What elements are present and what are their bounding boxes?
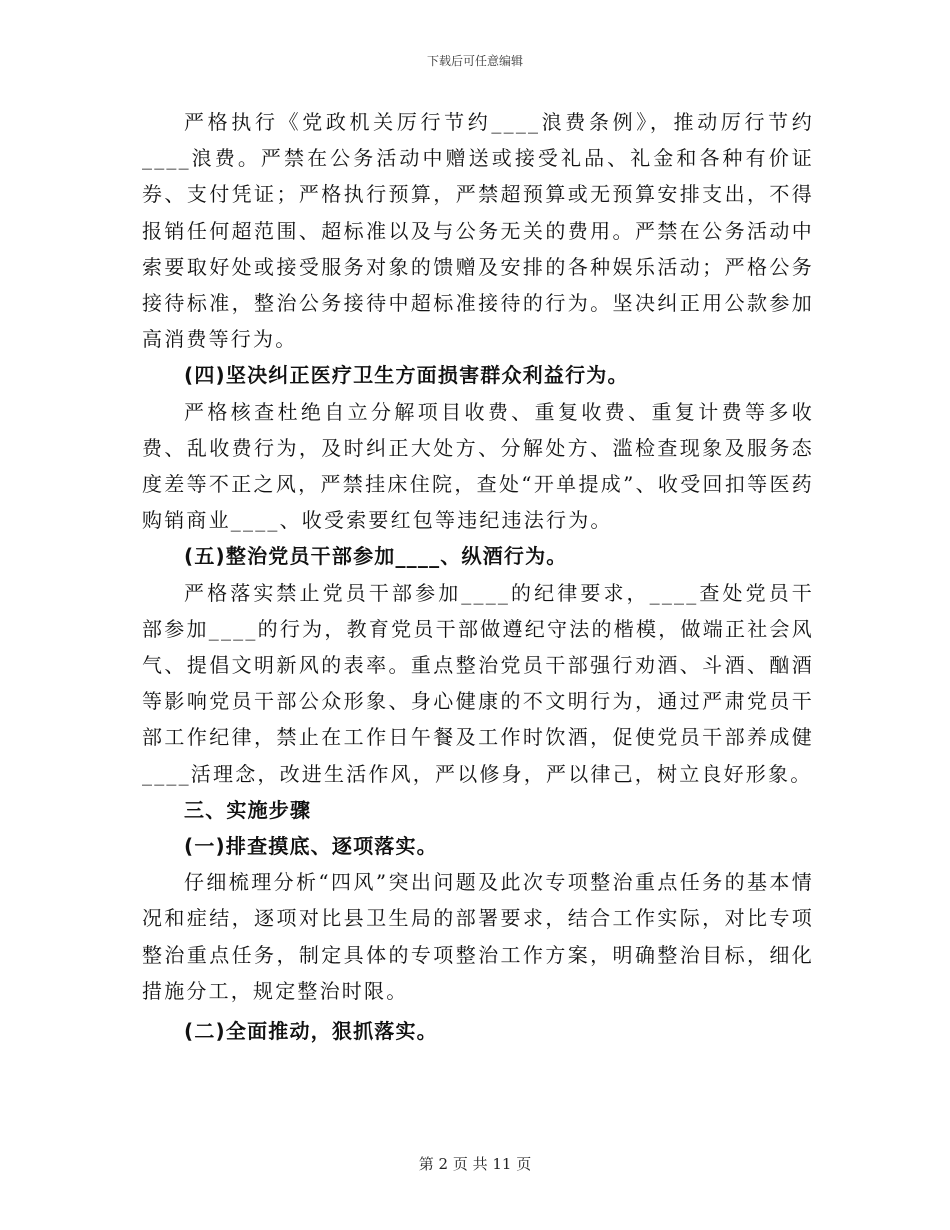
page-number-footer: 第 2 页 共 11 页 xyxy=(418,1155,532,1173)
step-heading-2: (二)全面推动，狠抓落实。 xyxy=(184,1019,438,1044)
section-heading-5: (五)整治党员干部参加____、纵酒行为。 xyxy=(184,544,568,569)
document-body xyxy=(142,104,814,1049)
paragraph-frugality: 严格执行《党政机关厉行节约____浪费条例》，推动厉行节约____浪费。严禁在公务活动中赠送或接受礼品、礼金和各种有价证券、支付凭证；严格执行预算，严禁超预算或无预算安排支出，不得报销任何超范围、超标准以及与公务无关的费用。严禁在公务活动中索要取好处或接受服务对象的馈赠及安排的各种娱乐活动；严格公务接待标准，整治公务接待中超标准接待的行为。坚决纠正用公款参加高消费等行为。 xyxy=(142,110,814,352)
page-header-note: 下载后可任意编辑 xyxy=(426,54,523,68)
paragraph-investigation: 仔细梳理分析“四风”突出问题及此次专项整治重点任务的基本情况和症结，逐项对比县卫生局的部署要求，结合工作实际，对比专项整治重点任务，制定具体的专项整治工作方案，明确整治目标，细化措施分工，规定整治时限。 xyxy=(142,870,814,1003)
paragraph-medical: 严格核查杜绝自立分解项目收费、重复收费、重复计费等多收费、乱收费行为，及时纠正大处方、分解处方、滥检查现象及服务态度差等不正之风，严禁挂床住院，查处“开单提成”、收受回扣等医药购销商业____、收受索要红包等违纪违法行为。 xyxy=(142,399,814,533)
step-heading-1: (一)排查摸底、逐项落实。 xyxy=(184,834,438,859)
chapter-heading-3: 三、实施步骤 xyxy=(184,797,312,822)
section-heading-4: (四)坚决纠正医疗卫生方面损害群众利益行为。 xyxy=(184,363,629,388)
paragraph-drinking: 严格落实禁止党员干部参加____的纪律要求，____查处党员干部参加____的行为，教育党员干部做遵纪守法的楷模，做端正社会风气、提倡文明新风的表率。重点整治党员干部强行劝酒、斗酒、酗酒等影响党员干部公众形象、身心健康的不文明行为，通过严肃党员干部工作纪律，禁止在工作日午餐及工作时饮酒，促使党员干部养成健____活理念，改进生活作风，严以修身，严以律己，树立良好形象。 xyxy=(142,580,814,786)
